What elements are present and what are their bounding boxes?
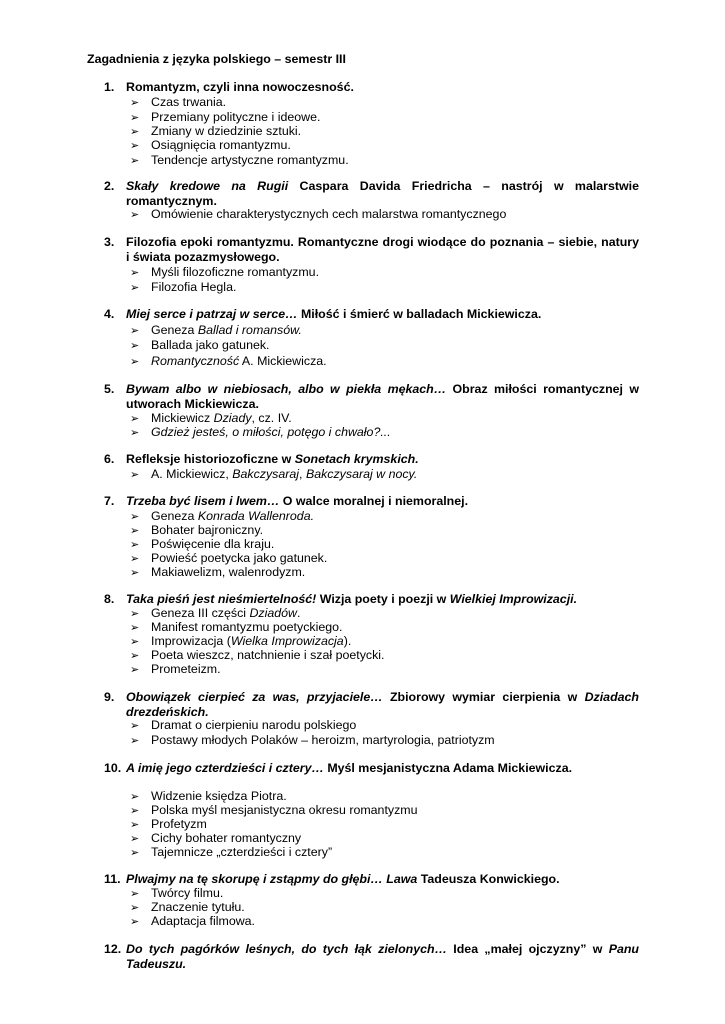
list-item-text: Przemiany polityczne i ideowe. (151, 110, 321, 124)
list-item-text: Zmiany w dziedzinie sztuki. (151, 124, 302, 138)
list-item-text: Mickiewicz (151, 411, 214, 425)
list-item-italic-text: Konrada Wallenroda. (197, 509, 315, 523)
list-item-text: Tendencje artystyczne romantyzmu. (151, 153, 349, 167)
list-item (130, 153, 349, 168)
heading-text: Obraz miłości romantycznej w utworach Mickiewicza. (126, 382, 639, 411)
topic-heading (126, 761, 639, 776)
arrow-bullet-icon: ➢ (130, 281, 140, 294)
heading-text: Zbiorowy wymiar cierpienia w (382, 690, 585, 704)
heading-text: Idea „małej ojczyzny” w (446, 942, 609, 956)
list-item-text: A. Mickiewicza. (239, 354, 327, 368)
arrow-bullet-icon: ➢ (130, 818, 140, 831)
heading-text: Caspara Davida Friedricha – nastrój w malarstwie romantycznym. (126, 179, 639, 208)
list-item-text: Cichy bohater romantyczny (151, 831, 302, 845)
topic-heading (126, 494, 639, 509)
heading-italic-text: Miej serce i patrzaj w serce… (126, 307, 298, 321)
arrow-bullet-icon: ➢ (130, 635, 140, 648)
list-item (130, 537, 274, 552)
list-item (130, 509, 314, 524)
heading-italic-text: Obowiązek cierpieć za was, przyjaciele… (126, 690, 383, 704)
list-item-text: Poświęcenie dla kraju. (151, 537, 275, 551)
list-item (130, 467, 417, 482)
arrow-bullet-icon: ➢ (130, 324, 140, 337)
heading-italic-text: Skały kredowe na Rugii (126, 179, 289, 193)
arrow-bullet-icon: ➢ (130, 96, 140, 109)
arrow-bullet-icon: ➢ (130, 621, 140, 634)
heading-text: Miłość i śmierć w balladach Mickiewicza. (297, 307, 542, 321)
list-item-italic-text: Dziadów (249, 606, 298, 620)
arrow-bullet-icon: ➢ (130, 125, 140, 138)
topic-number: 11. (104, 872, 121, 886)
arrow-bullet-icon: ➢ (130, 524, 140, 537)
topic-heading (126, 307, 639, 322)
topic-number: 2. (104, 179, 115, 193)
list-item-italic-text: Bakczysaraj w nocy. (305, 467, 418, 481)
list-item (130, 900, 245, 915)
heading-italic-text: A imię jego czterdzieści i cztery… (126, 761, 324, 775)
arrow-bullet-icon: ➢ (130, 412, 140, 425)
topic-heading (126, 80, 639, 95)
list-item (130, 323, 302, 338)
list-item-text: Czas trwania. (151, 95, 227, 109)
list-item (130, 551, 327, 566)
list-item (130, 733, 495, 748)
list-item-text: Prometeizm. (151, 662, 221, 676)
list-item-text: Postawy młodych Polaków – heroizm, martyrologia, patriotyzm (151, 733, 495, 747)
topic-heading (126, 452, 639, 467)
arrow-bullet-icon: ➢ (130, 468, 140, 481)
arrow-bullet-icon: ➢ (130, 734, 140, 747)
topic-heading (126, 872, 639, 887)
topic-heading (126, 235, 639, 264)
list-item-text: Geneza III części (151, 606, 250, 620)
list-item-text: Profetyzm (151, 817, 207, 831)
topic-heading (126, 690, 639, 719)
heading-italic-text: Do tych pagórków leśnych, do tych łąk zielonych… (126, 942, 447, 956)
arrow-bullet-icon: ➢ (130, 266, 140, 279)
topic-number: 12. (104, 942, 122, 956)
list-item-text: Poeta wieszcz, natchnienie i szał poetycki. (151, 648, 385, 662)
arrow-bullet-icon: ➢ (130, 355, 140, 368)
arrow-bullet-icon: ➢ (130, 663, 140, 676)
topic-number: 9. (104, 690, 115, 704)
topic-heading (126, 179, 639, 208)
arrow-bullet-icon: ➢ (130, 607, 140, 620)
list-item (130, 718, 356, 733)
list-item-text: Makiawelizm, walenrodyzm. (151, 565, 306, 579)
heading-text: Filozofia epoki romantyzmu. Romantyczne drogi wiodące do poznania – siebie, natury i świata pozazmysłowego. (126, 235, 639, 264)
topic-number: 8. (104, 592, 115, 606)
list-item (130, 634, 351, 649)
list-item-italic-text: Gdzież jesteś, o miłości, potęgo i chwało?... (151, 425, 391, 439)
heading-italic-text: Taka pieśń jest nieśmiertelność! (126, 592, 317, 606)
topic-heading (126, 942, 639, 971)
heading-text: . (350, 80, 354, 94)
arrow-bullet-icon: ➢ (130, 790, 140, 803)
list-item (130, 914, 255, 929)
topic-heading (126, 382, 639, 411)
list-item (130, 280, 236, 295)
list-item-text: Manifest romantyzmu poetyckiego. (151, 620, 343, 634)
list-item (130, 354, 327, 369)
arrow-bullet-icon: ➢ (130, 566, 140, 579)
list-item-text: Myśli filozoficzne romantyzmu. (151, 265, 320, 279)
list-item-text: Tajemnicze „czterdzieści i cztery” (151, 845, 333, 859)
list-item (130, 110, 320, 125)
heading-italic-text: Wielkiej Improwizacji. (449, 592, 578, 606)
list-item-text: . (297, 606, 301, 620)
list-item (130, 789, 287, 804)
heading-italic-text: Sonetach krymskich. (294, 452, 419, 466)
list-item (130, 523, 263, 538)
list-item (130, 138, 291, 153)
list-item (130, 338, 270, 353)
heading-italic-text: Trzeba być lisem i lwem… (126, 494, 280, 508)
heading-italic-text: Bywam albo w niebiosach, albo w piekła mękach… (126, 382, 447, 396)
arrow-bullet-icon: ➢ (130, 538, 140, 551)
topic-number: 3. (104, 235, 115, 249)
list-item-text: Znaczenie tytułu. (151, 900, 245, 914)
list-item-text: , cz. IV. (251, 411, 292, 425)
list-item-text: Osiągnięcia romantyzmu. (151, 138, 291, 152)
list-item (130, 411, 292, 426)
heading-text: O walce moralnej i niemoralnej. (279, 494, 469, 508)
list-item-text: A. Mickiewicz, (151, 467, 233, 481)
list-item (130, 817, 207, 832)
list-item (130, 425, 391, 440)
list-item-italic-text: Bakczysaraj (232, 467, 300, 481)
arrow-bullet-icon: ➢ (130, 339, 140, 352)
arrow-bullet-icon: ➢ (130, 510, 140, 523)
list-item-text: Twórcy filmu. (151, 886, 224, 900)
topic-number: 6. (104, 452, 115, 466)
list-item (130, 803, 417, 818)
heading-italic-text: Panu Tadeuszu. (126, 942, 639, 971)
list-item-italic-text: Dziady (213, 411, 252, 425)
topic-number: 10. (104, 761, 122, 775)
list-item-text: , (299, 467, 306, 481)
list-item (130, 124, 301, 139)
list-item (130, 845, 332, 860)
list-item-text: Improwizacja ( (151, 634, 231, 648)
list-item-text: Omówienie charakterystycznych cech malarstwa romantycznego (151, 207, 507, 221)
topic-number: 4. (104, 307, 115, 321)
topic-heading (126, 592, 639, 607)
list-item-text: Filozofia Hegla. (151, 280, 237, 294)
heading-italic-text: Dziadach drezdeńskich. (126, 690, 639, 719)
list-item-text: Bohater bajroniczny. (151, 523, 264, 537)
list-item-text: Dramat o cierpieniu narodu polskiego (151, 718, 357, 732)
list-item-text: Powieść poetycka jako gatunek. (151, 551, 328, 565)
list-item (130, 265, 319, 280)
arrow-bullet-icon: ➢ (130, 552, 140, 565)
heading-text: Wizja poety i poezji w (316, 592, 450, 606)
heading-text: Refleksje historiozoficzne w (126, 452, 295, 466)
list-item (130, 886, 223, 901)
document-title: Zagadnienia z języka polskiego – semestr III (87, 52, 346, 66)
list-item (130, 620, 342, 635)
arrow-bullet-icon: ➢ (130, 846, 140, 859)
topic-number: 1. (104, 80, 115, 94)
list-item-text: Ballada jako gatunek. (151, 338, 270, 352)
arrow-bullet-icon: ➢ (130, 154, 140, 167)
list-item-italic-text: Ballad i romansów. (197, 323, 302, 337)
list-item-text: ). (343, 634, 352, 648)
list-item (130, 831, 301, 846)
list-item-text: Geneza (151, 323, 198, 337)
heading-text: Myśl mesjanistyczna Adama Mickiewicza. (323, 761, 573, 775)
list-item-italic-text: Wielka Improwizacja (230, 634, 344, 648)
list-item (130, 648, 384, 663)
arrow-bullet-icon: ➢ (130, 832, 140, 845)
arrow-bullet-icon: ➢ (130, 887, 140, 900)
arrow-bullet-icon: ➢ (130, 139, 140, 152)
arrow-bullet-icon: ➢ (130, 719, 140, 732)
list-item-text: Geneza (151, 509, 198, 523)
list-item (130, 662, 221, 677)
heading-text: Tadeusza Konwickiego. (417, 872, 560, 886)
arrow-bullet-icon: ➢ (130, 915, 140, 928)
list-item (130, 565, 305, 580)
list-item-text: Widzenie księdza Piotra. (151, 789, 287, 803)
heading-italic-text: Plwajmy na tę skorupę i zstąpmy do głębi… (126, 872, 383, 886)
topic-number: 7. (104, 494, 115, 508)
topic-number: 5. (104, 382, 115, 396)
list-item-text: Adaptacja filmowa. (151, 914, 255, 928)
list-item (130, 207, 506, 222)
heading-text: Romantyzm, czyli inna nowoczesność (126, 80, 351, 94)
arrow-bullet-icon: ➢ (130, 901, 140, 914)
arrow-bullet-icon: ➢ (130, 111, 140, 124)
heading-italic-text: Lawa (386, 872, 418, 886)
arrow-bullet-icon: ➢ (130, 208, 140, 221)
list-item (130, 606, 300, 621)
arrow-bullet-icon: ➢ (130, 426, 140, 439)
list-item-italic-text: Romantyczność (151, 354, 240, 368)
list-item (130, 95, 226, 110)
list-item-text: Polska myśl mesjanistyczna okresu romantyzmu (151, 803, 418, 817)
arrow-bullet-icon: ➢ (130, 649, 140, 662)
arrow-bullet-icon: ➢ (130, 804, 140, 817)
